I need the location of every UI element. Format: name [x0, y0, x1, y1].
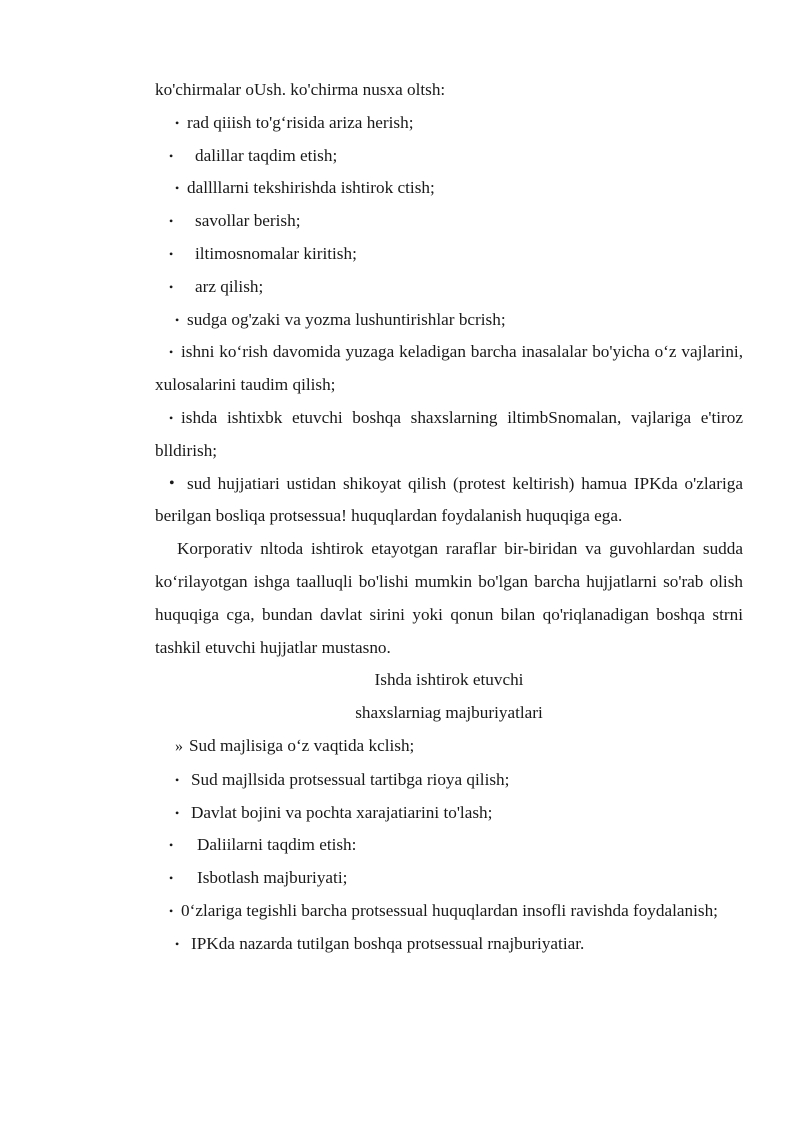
bullet-icon: • — [169, 410, 174, 425]
list-item: • ishda ishtixbk etuvchi boshqa shaxslarning iltimbSnomalan, vajlariga e'tiroz blldirish; — [155, 402, 743, 468]
bullet-icon: • — [175, 181, 180, 196]
bullet-icon: • — [175, 115, 180, 130]
list-item: • IPKda nazarda tutilgan boshqa protsessual rnajburiyatiar. — [155, 928, 743, 961]
bullet-icon: • — [169, 214, 174, 229]
list-item: • dallllarni tekshirishda ishtirok ctish; — [155, 172, 743, 205]
list-item: • Sud majllsida protsessual tartibga rioya qilish; — [155, 764, 743, 797]
bullet-icon: • — [175, 312, 180, 327]
list-item: » Sud majlisiga o‘z vaqtida kclish; — [155, 730, 743, 764]
bullet-icon: • — [169, 279, 174, 294]
rights-list — [155, 107, 743, 533]
bullet-icon: • — [169, 474, 175, 492]
list-item: • rad qiiish to'g‘risida ariza herish; — [155, 107, 743, 140]
section-heading-line-1: Ishda ishtirok etuvchi — [374, 670, 524, 690]
bullet-icon: • — [175, 772, 180, 787]
list-item: • Davlat bojini va pochta xarajatiarini to'lash; — [155, 797, 743, 830]
bullet-icon: • — [175, 936, 180, 951]
list-item: • ishni ko‘rish davomida yuzaga keladigan barcha inasalalar bo'yicha o‘z vajlarini, xulosalarini taudim qilish; — [155, 336, 743, 402]
bullet-icon: • — [169, 871, 174, 886]
bullet-icon: • — [169, 903, 174, 918]
list-item: • Daliilarni taqdim etish: — [155, 829, 743, 862]
intro-line: ko'chirmalar oUsh. ko'chirma nusxa oltsh: — [155, 80, 446, 99]
bullet-icon: • — [175, 805, 180, 820]
bullet-icon: • — [169, 246, 174, 261]
list-item: • Isbotlash majburiyati; — [155, 862, 743, 895]
bullet-icon: • — [169, 148, 174, 163]
bullet-icon: • — [169, 838, 174, 853]
document-page — [155, 74, 743, 961]
body-paragraph: Korporativ nltoda ishtirok etayotgan raraflar bir-biridan va guvohlardan sudda ko‘rilayotgan ishga taalluqli bo'lishi mumkin bo'lgan barcha hujjatlarni so'rab olish huquqiga cga, bundan davlat sirini yoki qonun bilan qo'riqlanadigan boshqa strni tashkil etuvchi hujjatlar mustasno. — [155, 539, 743, 657]
list-item: • dalillar taqdim etish; — [155, 140, 743, 173]
list-item: • arz qilish; — [155, 271, 743, 304]
list-item: • savollar berish; — [155, 205, 743, 238]
bullet-icon: • — [169, 345, 174, 360]
list-item: • sud hujjatiari ustidan shikoyat qilish (protest keltirish) hamua IPKda o'zlariga berilgan bosliqa protsessua! huquqlardan foydalanish huquqiga ega. — [155, 468, 743, 534]
bullet-icon: » — [175, 737, 183, 755]
list-item: • 0‘zlariga tegishli barcha protsessual huquqlardan insofli ravishda foydalanish; — [155, 895, 743, 928]
section-heading-line-2: shaxslarniag majburiyatlari — [355, 703, 543, 723]
list-item: • iltimosnomalar kiritish; — [155, 238, 743, 271]
list-item: • sudga og'zaki va yozma lushuntirishlar bcrish; — [155, 304, 743, 337]
duties-list — [155, 730, 743, 961]
